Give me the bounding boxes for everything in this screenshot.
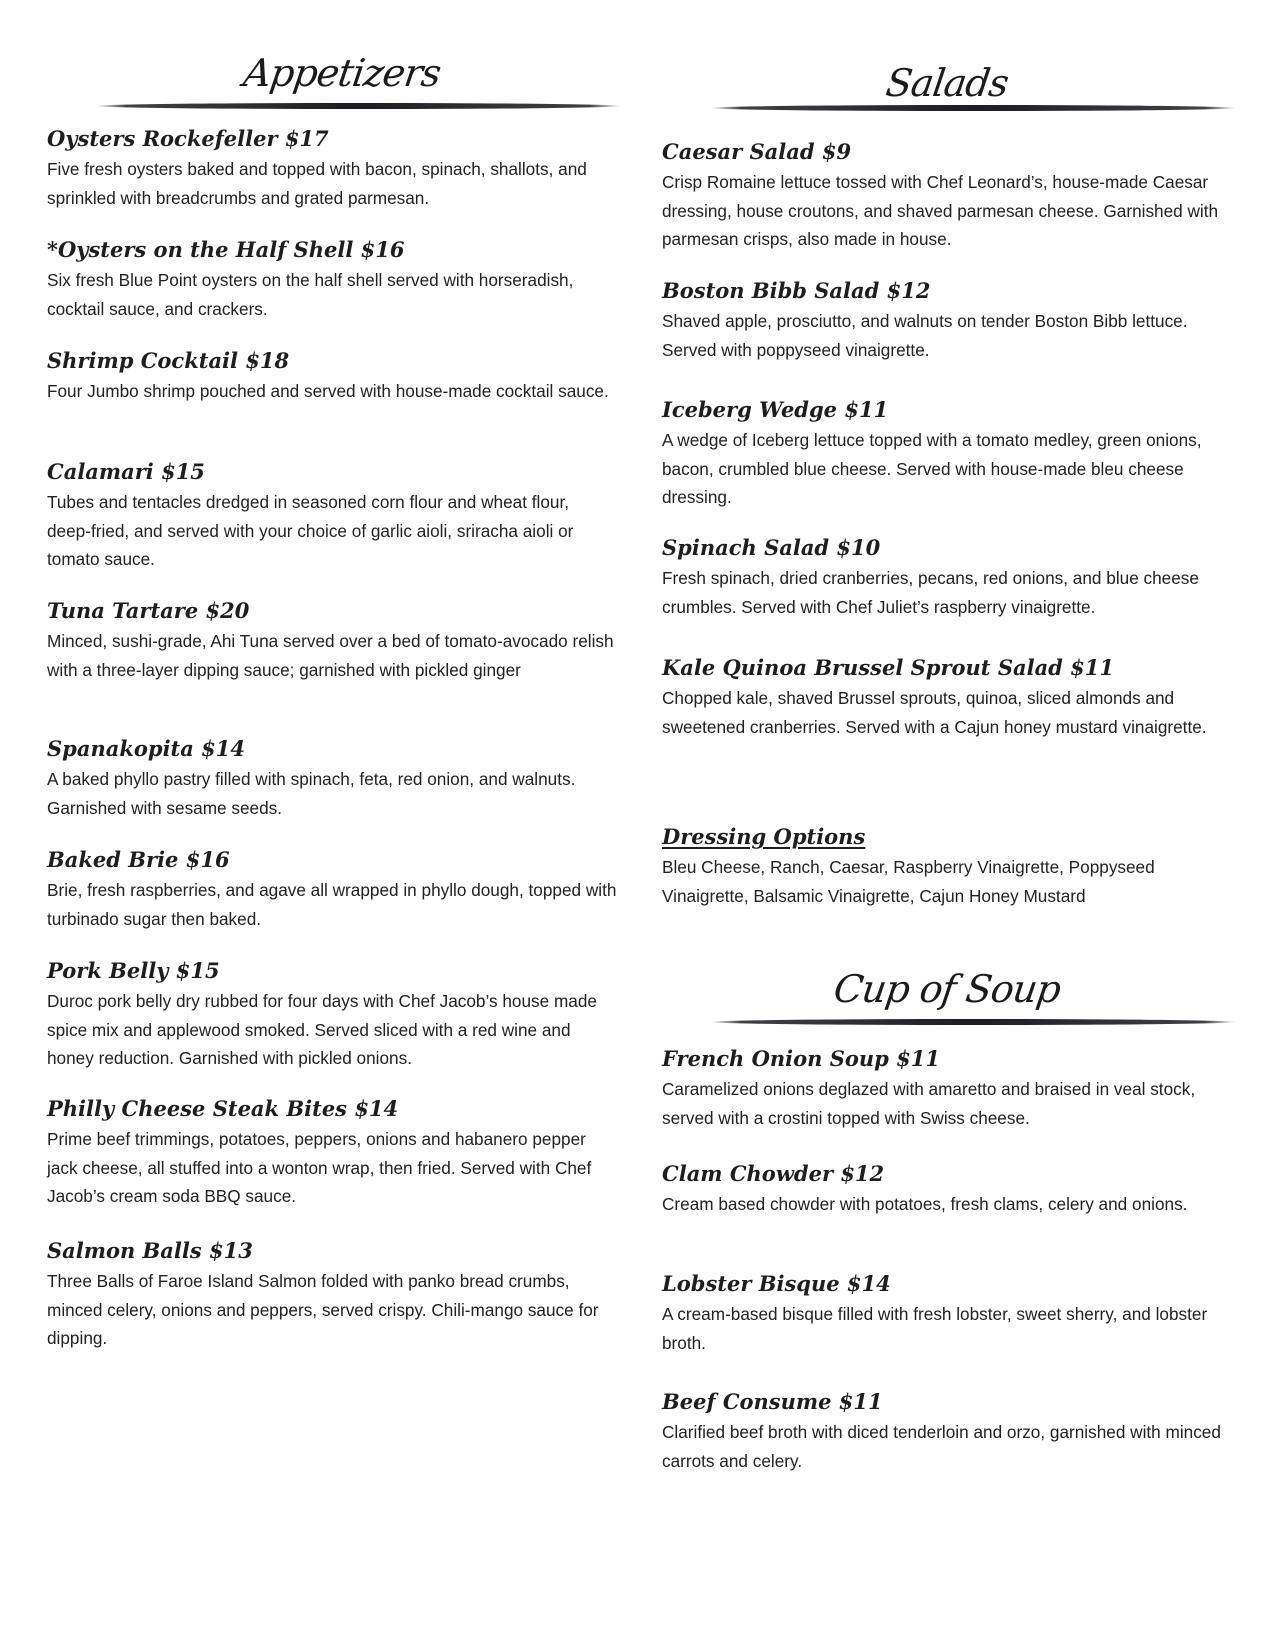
dressing-options-title: Dressing Options bbox=[662, 824, 866, 849]
menu-item bbox=[47, 125, 617, 212]
item-description: Caramelized onions deglazed with amaretto and braised in veal stock, served with a crostini topped with Swiss cheese. bbox=[662, 1079, 1196, 1128]
menu-item bbox=[47, 846, 617, 933]
menu-item bbox=[662, 654, 1232, 741]
item-name: Calamari $15 bbox=[47, 459, 205, 484]
menu-item bbox=[662, 1270, 1232, 1357]
item-name: Tuna Tartare $20 bbox=[47, 598, 250, 623]
appetizers-header bbox=[47, 50, 617, 96]
menu-item bbox=[662, 1160, 1232, 1219]
section-title: Cup of Soup bbox=[831, 967, 1063, 1011]
menu-item bbox=[47, 957, 617, 1073]
item-name: Caesar Salad $9 bbox=[662, 139, 852, 164]
item-description: Tubes and tentacles dredged in seasoned corn flour and wheat flour, deep-fried, and served with your choice of garlic aioli, sriracha aioli or tomato sauce. bbox=[47, 492, 574, 569]
item-description: Clarified beef broth with diced tenderloin and orzo, garnished with minced carrots and celery. bbox=[662, 1422, 1221, 1471]
item-name: Pork Belly $15 bbox=[47, 958, 220, 983]
soups-header bbox=[662, 966, 1232, 1012]
menu-item bbox=[47, 347, 617, 406]
item-name: Iceberg Wedge $11 bbox=[662, 397, 889, 422]
section-divider bbox=[95, 103, 621, 109]
menu-item bbox=[662, 1045, 1232, 1132]
item-name: Clam Chowder $12 bbox=[662, 1161, 885, 1186]
item-name: Baked Brie $16 bbox=[47, 847, 230, 872]
menu-item bbox=[47, 1095, 617, 1211]
menu-item bbox=[47, 735, 617, 822]
item-name: Lobster Bisque $14 bbox=[662, 1271, 891, 1296]
item-description: Crisp Romaine lettuce tossed with Chef Leonard’s, house-made Caesar dressing, house croutons, and shaved parmesan cheese. Garnished with parmesan crisps, also made in house. bbox=[662, 172, 1219, 249]
item-name: *Oysters on the Half Shell $16 bbox=[47, 237, 405, 262]
item-name: Shrimp Cocktail $18 bbox=[47, 348, 290, 373]
item-name: Philly Cheese Steak Bites $14 bbox=[47, 1096, 399, 1121]
menu-item bbox=[662, 277, 1232, 364]
item-description: Prime beef trimmings, potatoes, peppers, onions and habanero pepper jack cheese, all stuffed into a wonton wrap, then fried. Served with Chef Jacob’s cream soda BBQ sauce. bbox=[47, 1129, 592, 1206]
item-description: Brie, fresh raspberries, and agave all wrapped in phyllo dough, topped with turbinado sugar then baked. bbox=[47, 880, 617, 929]
item-description: Three Balls of Faroe Island Salmon folded with panko bread crumbs, minced celery, onions and peppers, served crispy. Chili-mango sauce for dipping. bbox=[47, 1271, 599, 1348]
item-description: A cream-based bisque filled with fresh lobster, sweet sherry, and lobster broth. bbox=[662, 1304, 1208, 1353]
menu-item bbox=[662, 138, 1232, 254]
section-title: Appetizers bbox=[240, 51, 444, 95]
item-description: Five fresh oysters baked and topped with bacon, spinach, shallots, and sprinkled with breadcrumbs and grated parmesan. bbox=[47, 159, 587, 208]
item-name: Oysters Rockefeller $17 bbox=[47, 126, 329, 151]
menu-item bbox=[47, 597, 617, 684]
item-description: Fresh spinach, dried cranberries, pecans, red onions, and blue cheese crumbles. Served with Chef Juliet’s raspberry vinaigrette. bbox=[662, 568, 1199, 617]
item-description: Four Jumbo shrimp pouched and served with house-made cocktail sauce. bbox=[47, 381, 609, 401]
menu-item bbox=[662, 396, 1232, 512]
salads-header bbox=[662, 60, 1232, 106]
item-name: Spinach Salad $10 bbox=[662, 535, 881, 560]
item-name: French Onion Soup $11 bbox=[662, 1046, 940, 1071]
item-name: Spanakopita $14 bbox=[47, 736, 246, 761]
item-description: A wedge of Iceberg lettuce topped with a tomato medley, green onions, bacon, crumbled blue cheese. Served with house-made bleu cheese dressing. bbox=[662, 430, 1202, 507]
menu-item bbox=[47, 1237, 617, 1353]
item-description: Six fresh Blue Point oysters on the half shell served with horseradish, cocktail sauce, and crackers. bbox=[47, 270, 574, 319]
section-title: Salads bbox=[883, 61, 1011, 105]
item-description: Shaved apple, prosciutto, and walnuts on tender Boston Bibb lettuce. Served with poppyseed vinaigrette. bbox=[662, 311, 1188, 360]
item-name: Beef Consume $11 bbox=[662, 1389, 883, 1414]
item-description: Chopped kale, shaved Brussel sprouts, quinoa, sliced almonds and sweetened cranberries. Served with a Cajun honey mustard vinaigrette. bbox=[662, 688, 1207, 737]
dressing-options-list: Bleu Cheese, Ranch, Caesar, Raspberry Vinaigrette, Poppyseed Vinaigrette, Balsamic Vinaigrette, Cajun Honey Mustard bbox=[662, 857, 1155, 906]
menu-item bbox=[662, 1388, 1232, 1475]
dressing-options bbox=[662, 823, 1232, 910]
menu-item bbox=[662, 534, 1232, 621]
item-description: Cream based chowder with potatoes, fresh clams, celery and onions. bbox=[662, 1194, 1188, 1214]
item-name: Boston Bibb Salad $12 bbox=[662, 278, 931, 303]
section-divider bbox=[710, 105, 1236, 111]
item-description: Duroc pork belly dry rubbed for four days with Chef Jacob’s house made spice mix and applewood smoked. Served sliced with a red wine and honey reduction. Garnished with pickled onions. bbox=[47, 991, 597, 1068]
menu-item bbox=[47, 458, 617, 574]
item-name: Salmon Balls $13 bbox=[47, 1238, 253, 1263]
section-divider bbox=[710, 1019, 1236, 1025]
item-description: A baked phyllo pastry filled with spinach, feta, red onion, and walnuts. Garnished with sesame seeds. bbox=[47, 769, 576, 818]
menu-item bbox=[47, 236, 617, 323]
item-name: Kale Quinoa Brussel Sprout Salad $11 bbox=[662, 655, 1115, 680]
item-description: Minced, sushi-grade, Ahi Tuna served over a bed of tomato-avocado relish with a three-layer dipping sauce; garnished with pickled ginger bbox=[47, 631, 614, 680]
